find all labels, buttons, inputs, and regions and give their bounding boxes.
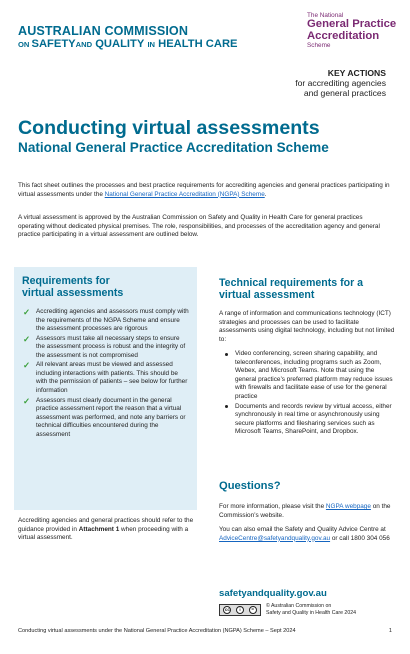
questions-text: [219, 503, 399, 543]
ngpa-logo: [307, 13, 396, 49]
key-actions-line2: and general practices: [303, 87, 386, 98]
list-item: ✓ Accrediting agencies and assessors must comply with the requirements of the NGPA Scheme and ensure the assessment processes are rigorous: [23, 307, 189, 333]
org-name-line2: ON SAFETYAND QUALITY IN HEALTH CARE: [18, 38, 238, 51]
key-actions: [295, 69, 386, 99]
title-main: Conducting virtual assessments: [18, 117, 320, 139]
key-actions-heading: KEY ACTIONS: [327, 68, 386, 78]
requirements-list: [22, 308, 189, 439]
questions-paragraph-2: You can also email the Safety and Quality Advice Centre at AdviceCentre@safetyandquality.gov.au or call 1800 304 056: [219, 526, 390, 542]
list-item: ✓ All relevant areas must be viewed and assessed including interactions with patients. This should be with the permission of patients – see below for further information: [23, 360, 188, 394]
footer-text: Conducting virtual assessments under the National General Practice Accreditation (NGPA) Scheme – Sept 2024: [18, 628, 296, 634]
check-icon: ✓: [23, 307, 31, 318]
org-name-line1: AUSTRALIAN COMMISSION: [18, 24, 189, 38]
technical-section: [219, 277, 397, 438]
acsqhc-logo: [18, 25, 238, 51]
ngpa-line2: Accreditation: [307, 29, 380, 42]
license-block: [219, 603, 356, 616]
list-item: ✓ Assessors must clearly document in the general practice assessment report the reason that a virtual assessment was performed, and note any barriers or technical difficulties encountered during the assessment: [23, 395, 186, 438]
requirements-guidance: Accrediting agencies and general practices should refer to the guidance provided in Attachment 1 when proceeding with a virtual assessment.: [18, 517, 194, 542]
attachment-1-label: Attachment 1: [78, 525, 120, 533]
website-url[interactable]: safetyandquality.gov.au: [219, 588, 327, 599]
list-item: Documents and records review by virtual access, either synchronously in real time or asynchronously using secure platforms and filesharing services such as Microsoft Teams, SharePoint, and Dropbox.: [219, 403, 397, 437]
copyright-text: © Australian Commission on Safety and Quality in Health Care 2024: [266, 603, 356, 616]
bullet-icon: [225, 353, 228, 356]
check-icon: ✓: [23, 333, 31, 344]
questions-heading: Questions?: [219, 480, 281, 492]
ngpa-line1: General Practice: [307, 18, 397, 31]
technical-list: [219, 350, 397, 436]
advice-centre-email-link[interactable]: AdviceCentre@safetyandquality.gov.au: [219, 534, 331, 542]
questions-paragraph-1: For more information, please visit the NGPA webpage on the Commission’s website.: [219, 503, 391, 519]
title-sub: National General Practice Accreditation Scheme: [18, 139, 329, 155]
ngpa-the: The National: [307, 12, 344, 19]
ngpa-webpage-link[interactable]: NGPA webpage: [325, 503, 371, 510]
ngpa-scheme-link[interactable]: National General Practice Accreditation (NGPA) Scheme: [104, 190, 265, 198]
list-item: Video conferencing, screen sharing capability, and teleconferences, including programs such as Zoom, Webex, and Microsoft Teams. Note that using the general practice’s preferred platform may reduce issues with firewalls and facilitate ease of use for the general practice: [219, 350, 397, 401]
requirements-heading: Requirements for virtual assessments: [22, 275, 124, 300]
requirements-box: [14, 267, 197, 510]
intro-paragraph-1: This fact sheet outlines the processes and best practice requirements for accrediting agencies and general practices participating in virtual assessments under the National General Practice Accreditation (NGPA) Scheme.: [18, 182, 390, 198]
list-item: ✓ Assessors must take all necessary steps to ensure the assessment process is robust and the integrity of the assessment is not compromised: [23, 333, 186, 359]
intro-paragraph-2: A virtual assessment is approved by the Australian Commission on Safety and Quality in Health Care for general practices operating without dedicated physical premises. The role, responsibilities, and processes of the accreditation agency and general practice participating in a virtual assessment are outlined below.: [18, 214, 380, 239]
check-icon: ✓: [23, 395, 31, 406]
ngpa-scheme: Scheme: [307, 42, 331, 49]
key-actions-line1: for accrediting agencies: [295, 77, 386, 88]
creative-commons-icon: cc i =: [219, 604, 261, 616]
bullet-icon: [225, 405, 228, 408]
technical-intro: A range of information and communications technology (ICT) strategies and processes can be used to facilitate assessments using digital technology, including but not limited to:: [219, 310, 395, 343]
check-icon: ✓: [23, 360, 31, 371]
page-number: 1: [388, 628, 392, 634]
technical-heading: Technical requirements for a virtual assessment: [219, 277, 364, 302]
page-title: [18, 118, 400, 156]
